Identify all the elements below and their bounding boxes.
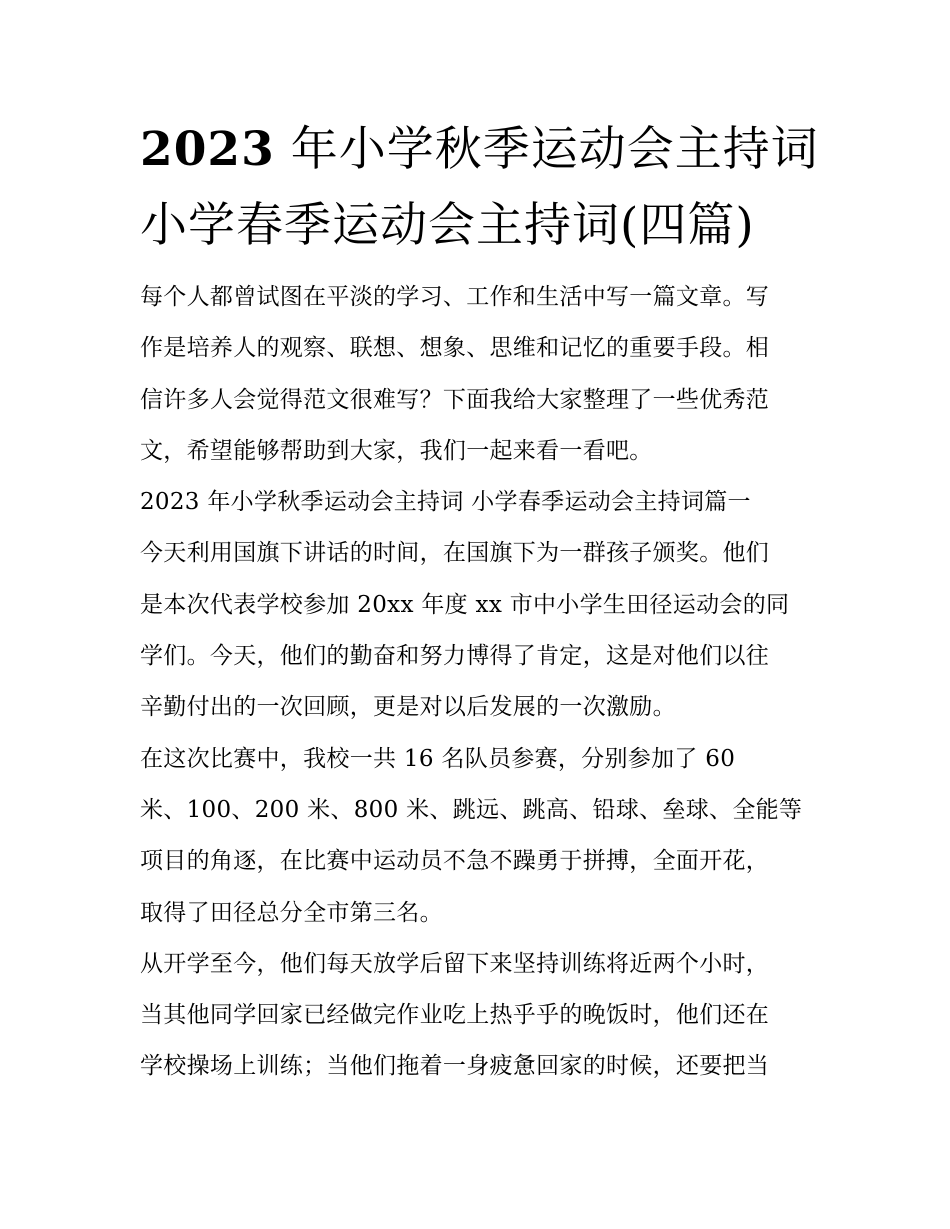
section-heading: 2023 年小学秋季运动会主持词 小学春季运动会主持词篇一 [140,489,751,516]
title-line-1 [140,112,820,188]
title-year: 2023 [140,122,275,177]
text-line: 从开学至今，他们每天放学后留下来坚持训练将近两个小时， [140,950,770,977]
text-line: 在这次比赛中，我校一共 16 名队员参赛，分别参加了 60 [140,745,736,772]
text-line: 是本次代表学校参加 20xx 年度 xx 市中小学生田径运动会的同 [140,591,790,618]
text-line: 学校操场上训练；当他们拖着一身疲惫回家的时候，还要把当 [140,1053,770,1080]
text-line: 项目的角逐，在比赛中运动员不急不躁勇于拼搏，全面开花， [140,848,770,875]
text-line: 辛勤付出的一次回顾，更是对以后发展的一次激励。 [140,694,676,721]
text-line: 每个人都曾试图在平淡的学习、工作和生活中写一篇文章。写 [140,284,770,310]
document-title [140,112,820,264]
text-line: 当其他同学回家已经做完作业吃上热乎乎的晚饭时，他们还在 [140,1002,770,1029]
title-line-1-text: 年小学秋季运动会主持词 [274,122,819,177]
document-body [140,272,820,1093]
text-line: 今天利用国旗下讲话的时间，在国旗下为一群孩子颁奖。他们 [140,540,770,567]
text-line: 信许多人会觉得范文很难写？下面我给大家整理了一些优秀范 [140,386,770,413]
text-line: 作是培养人的观察、联想、想象、思维和记忆的重要手段。相 [140,335,770,362]
text-line: 取得了田径总分全市第三名。 [140,899,443,926]
text-line: 米、100、200 米、800 米、跳远、跳高、铅球、垒球、全能等 [140,796,803,823]
document-page [140,112,820,1093]
title-line-2: 小学春季运动会主持词(四篇) [140,198,755,253]
text-line: 学们。今天，他们的勤奋和努力博得了肯定，这是对他们以往 [140,643,770,670]
text-line: 文，希望能够帮助到大家，我们一起来看一看吧。 [140,437,653,464]
